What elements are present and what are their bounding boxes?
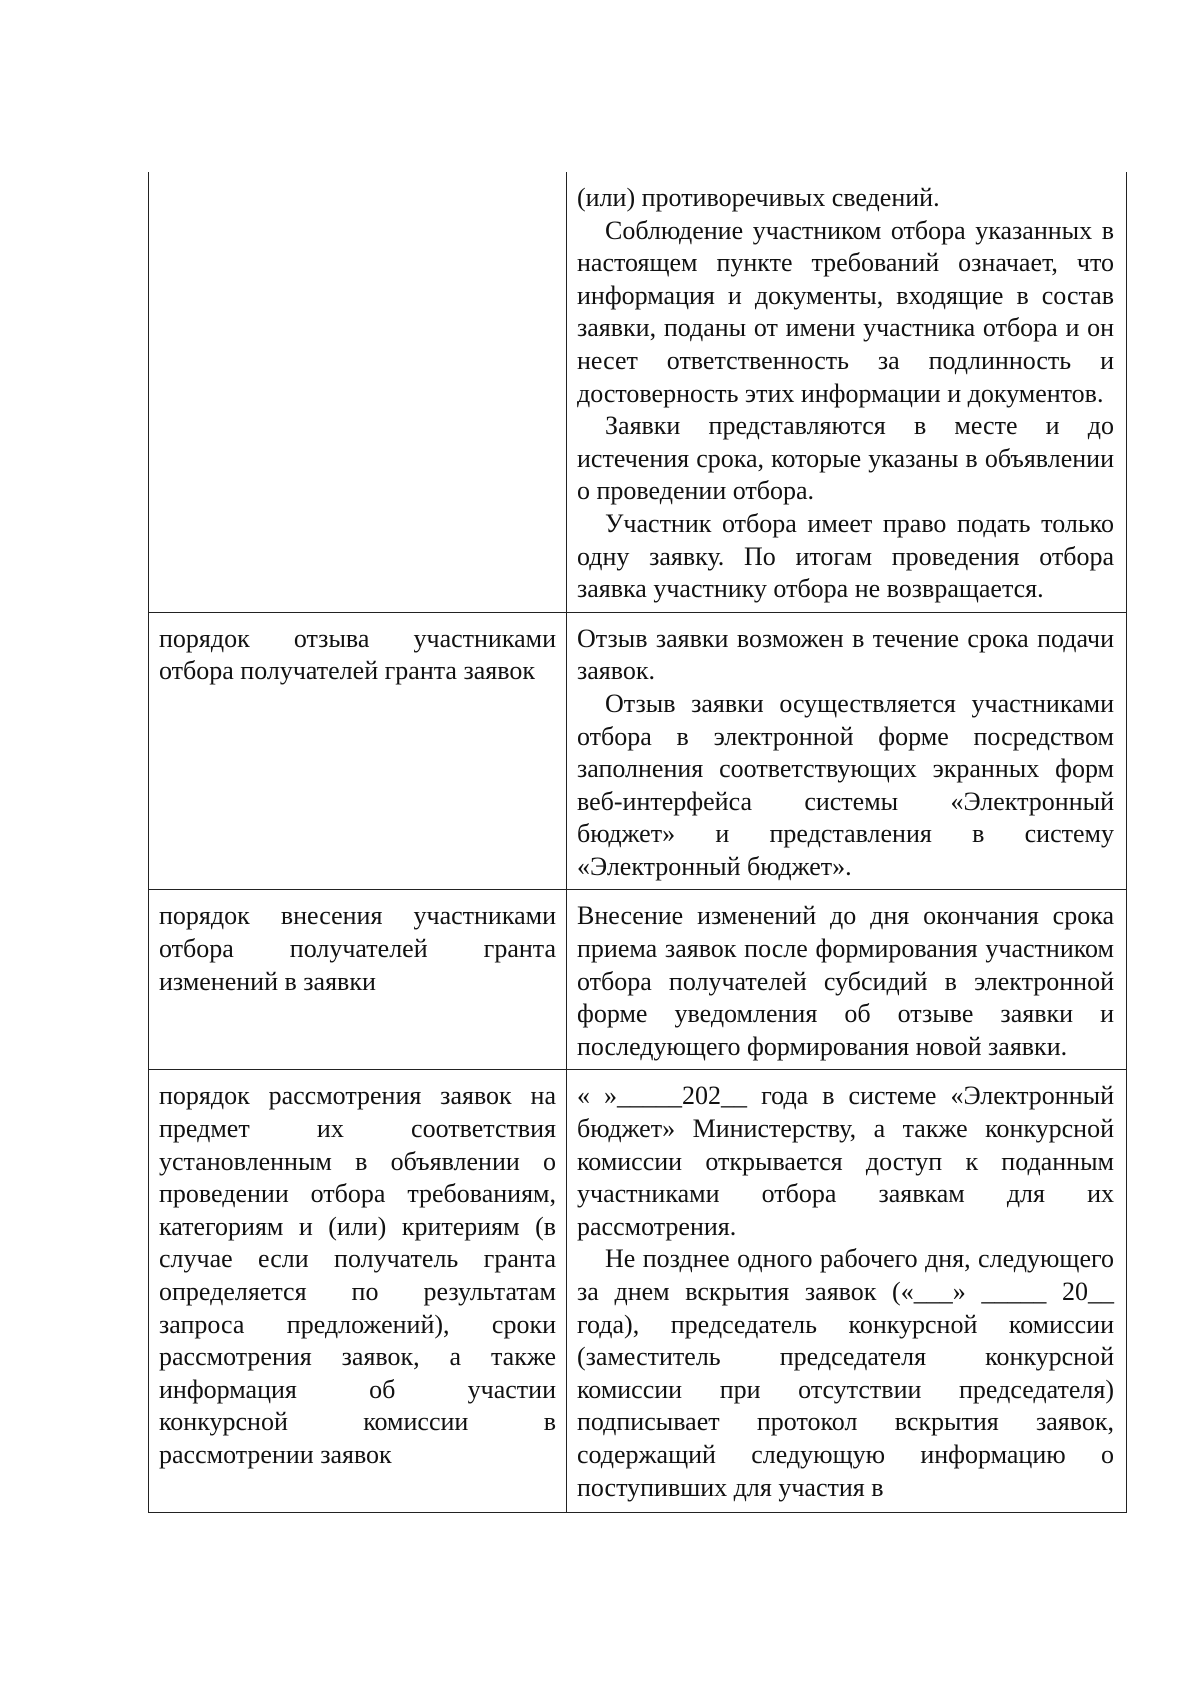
table-row (149, 890, 1127, 1070)
row-label-cell: порядок отзыва участниками отбора получателей гранта заявок (149, 612, 567, 890)
row-label-cell: порядок внесения участниками отбора получателей гранта изменений в заявки (149, 890, 567, 1070)
paragraph: « »_____202__ года в системе «Электронный бюджет» Министерству, а также конкурсной комиссии открывается доступ к поданным участниками отбора заявкам для их рассмотрения. (577, 1081, 1114, 1241)
paragraph: Заявки представляются в месте и до истечения срока, которые указаны в объявлении о проведении отбора. (577, 411, 1114, 506)
row-content-cell (567, 890, 1127, 1070)
paragraph: Внесение изменений до дня окончания срока приема заявок после формирования участником отбора получателей субсидий в электронной форме уведомления об отзыве заявки и последующего формирования новой заявки. (577, 901, 1114, 1061)
paragraph: Отзыв заявки осуществляется участниками отбора в электронной форме посредством заполнения соответствующих экранных форм веб-интерфейса системы «Электронный бюджет» и представления в систему «Электронный бюджет». (577, 688, 1114, 881)
row-content-cell (567, 612, 1127, 890)
paragraph: Участник отбора имеет право подать только одну заявку. По итогам проведения отбора заявка участнику отбора не возвращается. (577, 508, 1114, 604)
paragraph: Соблюдение участником отбора указанных в настоящем пункте требований означает, что информация и документы, входящие в состав заявки, поданы от имени участника отбора и он несет ответственность за подлинность и достоверность этих информации и документов. (577, 215, 1114, 408)
row-content-cell (567, 1070, 1127, 1513)
paragraph: Не позднее одного рабочего дня, следующего за днем вскрытия заявок («___» _____ 20__ года), председатель конкурсной комиссии (заместитель председателя конкурсной комиссии при отсутствии председателя) подписывает протокол вскрытия заявок, содержащий следующую информацию о поступивших для участия в (577, 1244, 1114, 1502)
paragraph: Отзыв заявки возможен в течение срока подачи заявок. (577, 623, 1114, 686)
row-label-cell (149, 172, 567, 612)
paragraph: (или) противоречивых сведений. (577, 183, 940, 212)
table-row (149, 172, 1127, 612)
row-label-cell: порядок рассмотрения заявок на предмет их соответствия установленным в объявлении о проведении отбора требованиям, категориям и (или) критериям (в случае если получатель гранта определяется по результатам запроса предложений), сроки рассмотрения заявок, а также информация об участии конкурсной комиссии в рассмотрении заявок (149, 1070, 567, 1513)
table-row (149, 612, 1127, 890)
document-table (148, 172, 1127, 1513)
row-content-cell (567, 172, 1127, 612)
table-row (149, 1070, 1127, 1513)
